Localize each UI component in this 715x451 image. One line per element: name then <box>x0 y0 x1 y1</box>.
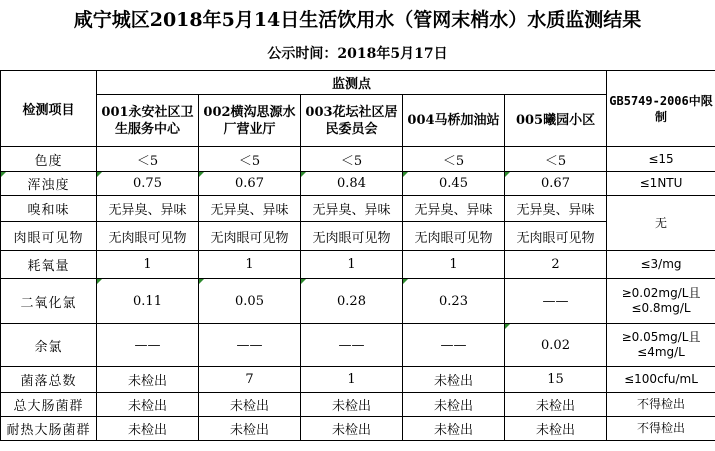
cell-value: 无肉眼可见物 <box>505 222 607 251</box>
row-item: 耐热大肠菌群 <box>1 417 97 441</box>
water-quality-table <box>0 70 715 441</box>
row-item: 肉眼可见物 <box>1 222 97 251</box>
cell-limit: ≤100cfu/mL <box>607 367 715 393</box>
cell-value: 无肉眼可见物 <box>97 222 199 251</box>
cell-value: —— <box>97 324 199 367</box>
header-site-4: 004马桥加油站 <box>403 95 505 147</box>
cell-value: —— <box>199 324 301 367</box>
row-item: 菌落总数 <box>1 367 97 393</box>
cell-value: 无异臭、异味 <box>301 196 403 222</box>
cell-limit: 无 <box>607 196 715 251</box>
cell-value: 无异臭、异味 <box>403 196 505 222</box>
cell-value: 未检出 <box>199 393 301 417</box>
cell-value: 未检出 <box>403 417 505 441</box>
cell-value: 无异臭、异味 <box>97 196 199 222</box>
cell-value: 无肉眼可见物 <box>199 222 301 251</box>
row-item: 色度 <box>1 147 97 172</box>
table-row <box>1 393 715 417</box>
header-standard: GB5749-2006中限制 <box>607 71 715 147</box>
cell-value: —— <box>505 279 607 324</box>
cell-value: 无肉眼可见物 <box>403 222 505 251</box>
cell-value: 0.67 <box>199 172 301 196</box>
cell-value: 无异臭、异味 <box>505 196 607 222</box>
header-site-5: 005曦园小区 <box>505 95 607 147</box>
cell-value: 0.45 <box>403 172 505 196</box>
header-item: 检测项目 <box>1 71 97 147</box>
cell-value: —— <box>301 324 403 367</box>
header-site-3: 003花坛社区居民委员会 <box>301 95 403 147</box>
cell-value: 未检出 <box>301 417 403 441</box>
cell-value: 未检出 <box>97 367 199 393</box>
header-site-2: 002横沟思源水厂营业厅 <box>199 95 301 147</box>
cell-limit: ≤1NTU <box>607 172 715 196</box>
cell-value: ＜5 <box>301 147 403 172</box>
table-row <box>1 251 715 279</box>
row-item: 余氯 <box>1 324 97 367</box>
table-row <box>1 279 715 324</box>
cell-limit: ≤15 <box>607 147 715 172</box>
cell-value: 无肉眼可见物 <box>301 222 403 251</box>
row-item: 二氧化氯 <box>1 279 97 324</box>
cell-value: 0.84 <box>301 172 403 196</box>
cell-value: 7 <box>199 367 301 393</box>
cell-value: 0.05 <box>199 279 301 324</box>
cell-value: 未检出 <box>505 417 607 441</box>
cell-value: 1 <box>403 251 505 279</box>
cell-limit: 不得检出 <box>607 393 715 417</box>
row-item: 浑浊度 <box>1 172 97 196</box>
cell-value: 未检出 <box>301 393 403 417</box>
table-row <box>1 196 715 222</box>
table-row <box>1 172 715 196</box>
publish-date: 公示时间：2018年5月17日 <box>267 46 448 62</box>
cell-value: 1 <box>301 367 403 393</box>
cell-value: 未检出 <box>97 417 199 441</box>
table-row <box>1 367 715 393</box>
cell-limit: ≥0.05mg/L且≤4mg/L <box>607 324 715 367</box>
cell-value: 无异臭、异味 <box>199 196 301 222</box>
row-item: 嗅和味 <box>1 196 97 222</box>
cell-value: 1 <box>97 251 199 279</box>
cell-limit: ≥0.02mg/L且≤0.8mg/L <box>607 279 715 324</box>
cell-value: 0.23 <box>403 279 505 324</box>
table-row <box>1 147 715 172</box>
page-title: 咸宁城区2018年5月14日生活饮用水（管网末梢水）水质监测结果 <box>73 9 642 31</box>
table-row <box>1 417 715 441</box>
cell-value: 0.67 <box>505 172 607 196</box>
cell-value: 1 <box>301 251 403 279</box>
cell-value: 0.02 <box>505 324 607 367</box>
cell-value: ＜5 <box>97 147 199 172</box>
cell-value: 未检出 <box>199 417 301 441</box>
cell-value: 未检出 <box>97 393 199 417</box>
cell-value: ＜5 <box>403 147 505 172</box>
cell-value: 2 <box>505 251 607 279</box>
header-site-1: 001永安社区卫生服务中心 <box>97 95 199 147</box>
cell-limit: 不得检出 <box>607 417 715 441</box>
cell-value: ＜5 <box>199 147 301 172</box>
cell-value: 0.75 <box>97 172 199 196</box>
row-item: 总大肠菌群 <box>1 393 97 417</box>
cell-value: 未检出 <box>403 367 505 393</box>
cell-value: 1 <box>199 251 301 279</box>
row-item: 耗氧量 <box>1 251 97 279</box>
cell-limit: ≤3/mg <box>607 251 715 279</box>
cell-value: 0.11 <box>97 279 199 324</box>
cell-value: 未检出 <box>403 393 505 417</box>
cell-value: —— <box>403 324 505 367</box>
cell-value: 15 <box>505 367 607 393</box>
cell-value: ＜5 <box>505 147 607 172</box>
cell-value: 未检出 <box>505 393 607 417</box>
header-monitoring-points: 监测点 <box>97 71 607 95</box>
cell-value: 0.28 <box>301 279 403 324</box>
table-row <box>1 324 715 367</box>
